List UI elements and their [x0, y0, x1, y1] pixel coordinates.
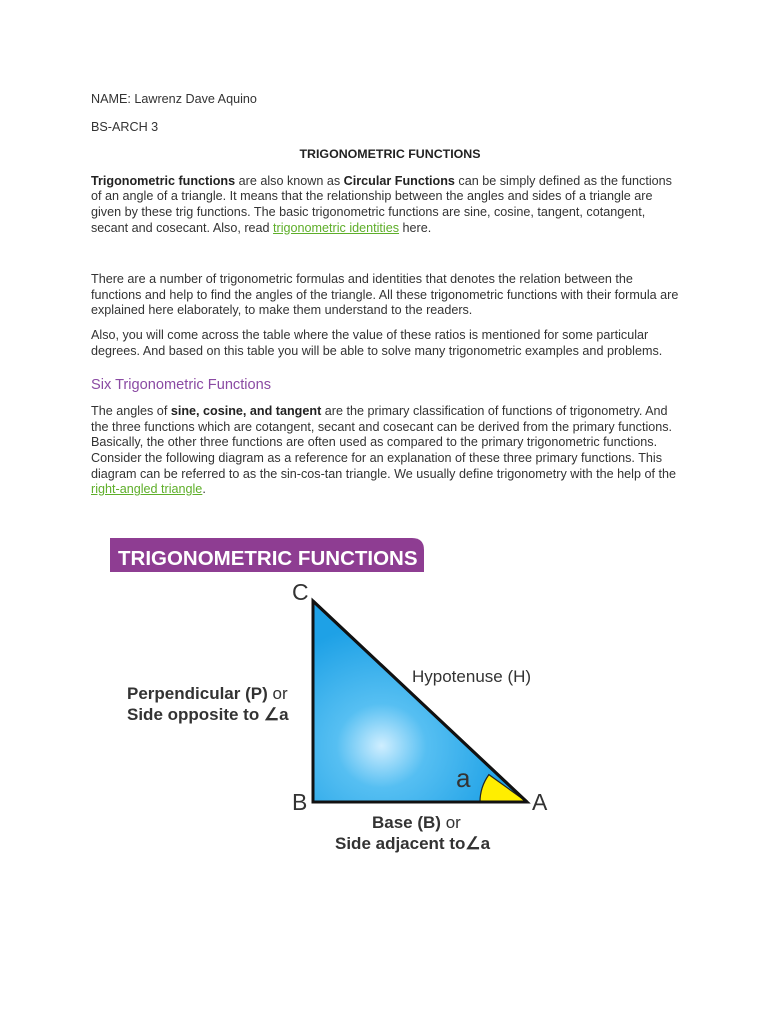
text: . — [202, 482, 206, 497]
right-angled-triangle-link[interactable]: right-angled triangle — [91, 482, 203, 497]
vertex-b-label: B — [292, 789, 308, 815]
student-name: NAME: Lawrenz Dave Aquino — [91, 92, 257, 106]
base-bold: Base (B) — [372, 813, 441, 832]
base-or: or — [440, 813, 461, 832]
text: can be simply defined as the functions of an angle of a triangle. It means that the relationship between the angles and sides of a triangle are given by these trig functions. The basic trigonometric functions are sine, cosine, tangent, cotangent, secant and cosecant. Also, read — [91, 173, 672, 235]
vertex-a-label: A — [532, 789, 548, 815]
perpendicular-bold: Perpendicular (P) — [127, 684, 268, 703]
vertex-c-label: C — [292, 579, 309, 605]
side-opposite-label: Side opposite to ∠a — [127, 705, 289, 724]
term-sin-cos-tan: sine, cosine, and tangent — [170, 404, 322, 419]
perpendicular-or: or — [267, 684, 288, 703]
document-title: TRIGONOMETRIC FUNCTIONS — [299, 147, 481, 162]
hypotenuse-label: Hypotenuse (H) — [412, 667, 532, 686]
angle-a-label: a — [456, 763, 471, 793]
text: The angles of — [91, 404, 171, 419]
perpendicular-label — [127, 684, 288, 703]
text: here. — [399, 220, 432, 235]
base-label — [372, 813, 461, 832]
section-heading: Six Trigonometric Functions — [91, 377, 272, 394]
term-circular-functions: Circular Functions — [343, 173, 455, 188]
formulas-paragraph: There are a number of trigonometric formulas and identities that denotes the relation between the functions and help to find the angles of the triangle. All these trigonometric functions with their formula are explained here elaborately, to make them understand to the readers. — [91, 272, 679, 318]
student-course: BS-ARCH 3 — [91, 119, 159, 134]
text: are also known as — [235, 173, 344, 188]
term-trig-functions: Trigonometric functions — [91, 173, 236, 188]
banner-title: TRIGONOMETRIC FUNCTIONS — [118, 547, 418, 570]
trig-identities-link[interactable]: trigonometric identities — [273, 220, 400, 235]
text: are the primary classification of functions of trigonometry. And the three functions which are cotangent, secant and cosecant can be derived from the primary functions. Basically, the other three functions are often used as compared to the primary trigonometric functions. Consider the following diagram as a reference for an explanation of these three primary functions. This diagram can be referred to as the sin-cos-tan triangle. We usually define trigonometry with the help of the — [91, 404, 676, 481]
table-paragraph: Also, you will come across the table where the value of these ratios is mentioned for some particular degrees. And based on this table you will be able to solve many trigonometric examples and problems. — [91, 327, 663, 358]
side-adjacent-label: Side adjacent to∠a — [335, 834, 491, 853]
